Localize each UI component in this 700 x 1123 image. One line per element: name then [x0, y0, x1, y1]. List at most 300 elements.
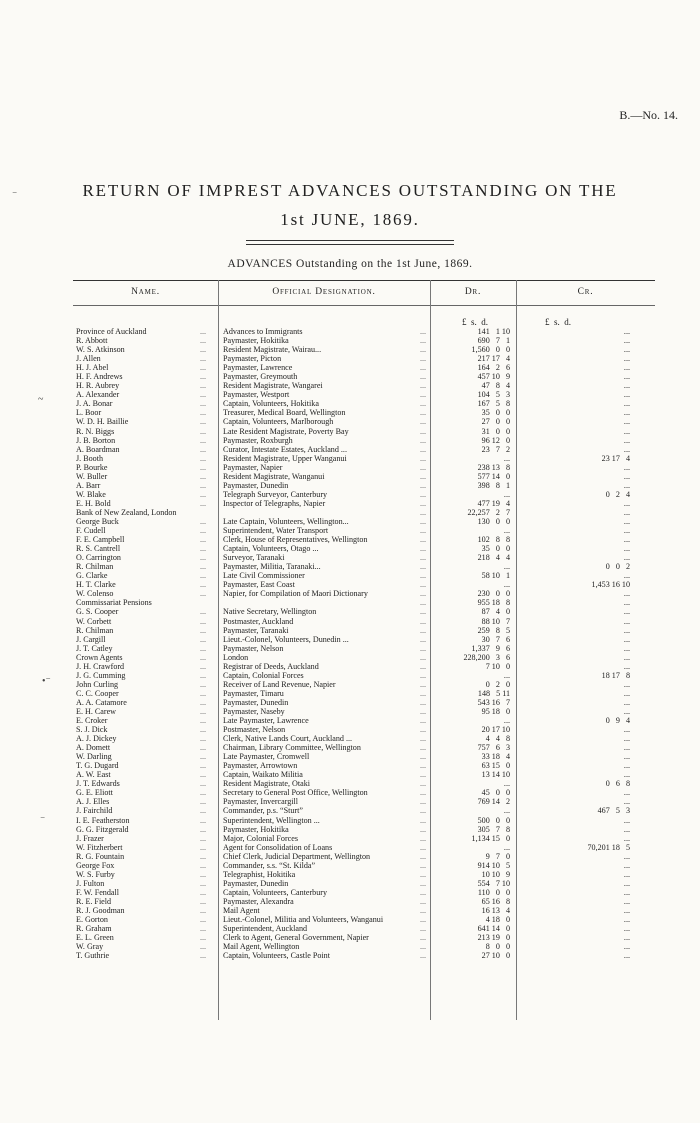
leader-dots: ... [420, 906, 427, 915]
row-designation: Resident Magistrate, Wangarei [223, 381, 323, 391]
row-dr-amount: 477 19 4 [477, 498, 510, 508]
row-dr-amount: 45 0 0 [481, 788, 510, 798]
table-row [0, 906, 700, 915]
leader-dots: ... [420, 851, 427, 861]
row-dr-amount: 164 2 6 [477, 363, 510, 373]
header-rule [73, 305, 655, 306]
table-row [0, 698, 700, 707]
leader-dots: ... [420, 408, 427, 418]
leader-dots: ... [420, 779, 427, 789]
row-designation: Commander, p.s. “Sturt” [223, 806, 303, 816]
row-cr-amount: ... [623, 589, 630, 599]
table-row [0, 924, 700, 933]
row-dr-amount: ... [503, 670, 510, 680]
row-designation: Paymaster, Naseby [223, 706, 285, 716]
leader-dots: ... [420, 399, 427, 409]
row-name: W. Darling [76, 752, 112, 762]
leader-dots: ... [420, 942, 427, 952]
leader-dots: ... [200, 815, 207, 825]
table-row [0, 915, 700, 924]
leader-dots: ... [420, 697, 427, 707]
table-row [0, 716, 700, 725]
table-row [0, 390, 700, 399]
row-name: G. Clarke [76, 571, 108, 581]
row-name: R. G. Fountain [76, 851, 125, 861]
row-designation: Surveyor, Taranaki [223, 553, 285, 563]
row-dr-amount: 218 4 4 [477, 553, 510, 563]
leader-dots: ... [420, 788, 427, 798]
row-designation: Receiver of Land Revenue, Napier [223, 679, 336, 689]
leader-dots: ... [420, 480, 427, 490]
row-dr-amount: 16 13 4 [481, 906, 510, 915]
row-designation: Agent for Consolidation of Loans [223, 842, 333, 852]
table-row [0, 381, 700, 390]
table-row [0, 580, 700, 589]
leader-dots: ... [200, 489, 207, 499]
row-dr-amount: ... [503, 806, 510, 816]
leader-dots: ... [420, 743, 427, 753]
row-cr-amount: ... [623, 752, 630, 762]
row-cr-amount: ... [623, 734, 630, 744]
table-row [0, 589, 700, 598]
row-designation: Lieut.-Colonel, Militia and Volunteers, Wanganui [223, 915, 384, 925]
row-name: G. E. Eliott [76, 788, 113, 798]
margin-mark: •⁻ [42, 676, 51, 687]
leader-dots: ... [200, 562, 207, 572]
row-dr-amount: 955 18 8 [477, 598, 510, 608]
row-cr-amount: ... [623, 625, 630, 635]
title-rule-top [246, 240, 454, 241]
table-row [0, 662, 700, 671]
row-cr-amount: ... [623, 869, 630, 879]
leader-dots: ... [200, 390, 207, 400]
row-cr-amount: 23 17 4 [601, 453, 630, 463]
leader-dots: ... [420, 752, 427, 762]
row-designation: Postmaster, Auckland [223, 616, 294, 626]
leader-dots: ... [420, 562, 427, 572]
leader-dots: ... [200, 661, 207, 671]
row-dr-amount: 554 7 10 [477, 878, 510, 888]
row-dr-amount: ... [503, 453, 510, 463]
row-designation: Captain, Volunteers, Marlborough [223, 417, 334, 427]
header-dr: Dr. [464, 287, 482, 297]
title-line-2: 1st JUNE, 1869. [280, 210, 420, 229]
table-row [0, 870, 700, 879]
row-designation: Treasurer, Medical Board, Wellington [223, 408, 346, 418]
row-designation: Paymaster, Alexandra [223, 896, 294, 906]
leader-dots: ... [420, 670, 427, 680]
row-designation: Paymaster, Greymouth [223, 372, 298, 382]
leader-dots: ... [200, 634, 207, 644]
advances-table-body [0, 327, 700, 960]
row-cr-amount: ... [623, 327, 630, 336]
leader-dots: ... [200, 878, 207, 888]
row-name: S. J. Dick [76, 725, 108, 735]
table-row [0, 933, 700, 942]
row-name: J. H. Crawford [76, 661, 125, 671]
leader-dots: ... [200, 797, 207, 807]
leader-dots: ... [420, 526, 427, 536]
row-name: H. T. Clarke [76, 580, 116, 590]
leader-dots: ... [420, 336, 427, 346]
row-name: John Curling [76, 679, 119, 689]
row-name: Commissariat Pensions [76, 598, 152, 608]
row-cr-amount: ... [623, 725, 630, 735]
row-designation: Clerk, House of Representatives, Wellington [223, 535, 368, 545]
table-subtitle: ADVANCES Outstanding on the 1st June, 1869. [227, 258, 473, 270]
row-cr-amount: 70,201 18 5 [587, 842, 630, 852]
row-dr-amount: 110 0 0 [477, 887, 510, 897]
row-cr-amount: ... [623, 336, 630, 346]
leader-dots: ... [420, 688, 427, 698]
leader-dots: ... [200, 942, 207, 952]
document-title [0, 176, 700, 234]
row-name: J. G. Cumming [76, 670, 126, 680]
row-dr-amount: 577 14 0 [477, 471, 510, 481]
leader-dots: ... [420, 471, 427, 481]
row-designation: Secretary to General Post Office, Wellington [223, 788, 368, 798]
row-name: J. Allen [76, 354, 101, 364]
leader-dots: ... [420, 363, 427, 373]
table-row [0, 562, 700, 571]
title-rule-bottom [246, 244, 454, 245]
table-row [0, 788, 700, 797]
row-dr-amount: 305 7 8 [477, 824, 510, 834]
leader-dots: ... [200, 453, 207, 463]
table-row [0, 408, 700, 417]
header-name: Name. [131, 287, 160, 297]
row-dr-amount: ... [503, 842, 510, 852]
table-row [0, 626, 700, 635]
row-dr-amount: 30 7 6 [481, 634, 510, 644]
row-name: O. Carrington [76, 553, 121, 563]
row-designation: Paymaster, Lawrence [223, 363, 293, 373]
row-dr-amount: 27 10 0 [481, 951, 510, 961]
row-name: L. Boor [76, 408, 102, 418]
row-name: A. J. Dickey [76, 734, 117, 744]
leader-dots: ... [200, 652, 207, 662]
leader-dots: ... [200, 788, 207, 798]
row-designation: Captain, Colonial Forces [223, 670, 304, 680]
table-row [0, 345, 700, 354]
leader-dots: ... [420, 345, 427, 355]
leader-dots: ... [200, 444, 207, 454]
row-cr-amount: ... [623, 444, 630, 454]
row-cr-amount: ... [623, 942, 630, 952]
leader-dots: ... [200, 480, 207, 490]
leader-dots: ... [200, 417, 207, 427]
row-designation: Resident Magistrate, Otaki [223, 779, 310, 789]
row-dr-amount: 4 4 8 [485, 734, 510, 744]
row-cr-amount: ... [623, 526, 630, 536]
row-dr-amount: 141 1 10 [477, 327, 510, 336]
table-row [0, 951, 700, 960]
leader-dots: ... [420, 589, 427, 599]
row-designation: Postmaster, Nelson [223, 725, 286, 735]
leader-dots: ... [420, 706, 427, 716]
row-name: E. H. Bold [76, 498, 111, 508]
leader-dots: ... [200, 498, 207, 508]
leader-dots: ... [420, 634, 427, 644]
row-cr-amount: ... [623, 788, 630, 798]
table-row [0, 472, 700, 481]
row-dr-amount: 1,134 15 0 [471, 833, 510, 843]
leader-dots: ... [200, 896, 207, 906]
leader-dots: ... [420, 643, 427, 653]
row-cr-amount: ... [623, 408, 630, 418]
row-name: W. D. H. Baillie [76, 417, 129, 427]
row-designation: Paymaster, East Coast [223, 580, 295, 590]
leader-dots: ... [420, 887, 427, 897]
row-cr-amount: ... [623, 860, 630, 870]
row-designation: Napier, for Compilation of Maori Dictionary [223, 589, 368, 599]
row-name: W. Fitzherbert [76, 842, 123, 852]
row-designation: Commander, s.s. “St. Kilda” [223, 860, 316, 870]
table-row [0, 427, 700, 436]
leader-dots: ... [200, 535, 207, 545]
row-cr-amount: ... [623, 507, 630, 517]
leader-dots: ... [420, 896, 427, 906]
row-name: P. Bourke [76, 462, 108, 472]
row-name: G. S. Cooper [76, 607, 119, 617]
row-dr-amount: 259 8 5 [477, 625, 510, 635]
row-dr-amount: 690 7 1 [477, 336, 510, 346]
row-dr-amount: 33 18 4 [481, 752, 510, 762]
table-row [0, 897, 700, 906]
leader-dots: ... [420, 833, 427, 843]
row-name: J. Fairchild [76, 806, 113, 816]
row-name: J. B. Borton [76, 435, 116, 445]
row-name: A. Barr [76, 480, 101, 490]
row-dr-amount: 148 5 11 [477, 688, 510, 698]
leader-dots: ... [200, 363, 207, 373]
row-designation: Paymaster, Westport [223, 390, 290, 400]
page-reference: B.—No. 14. [619, 108, 678, 122]
row-designation: Chief Clerk, Judicial Department, Wellington [223, 851, 371, 861]
row-cr-amount: ... [623, 679, 630, 689]
row-designation: Paymaster, Dunedin [223, 480, 289, 490]
row-designation: Paymaster, Napier [223, 462, 283, 472]
leader-dots: ... [420, 679, 427, 689]
table-row [0, 852, 700, 861]
row-designation: Paymaster, Nelson [223, 643, 284, 653]
row-name: R. Chilman [76, 625, 114, 635]
leader-dots: ... [420, 580, 427, 590]
table-row [0, 834, 700, 843]
table-row [0, 707, 700, 716]
table-row [0, 490, 700, 499]
row-dr-amount: 398 8 1 [477, 480, 510, 490]
leader-dots: ... [200, 734, 207, 744]
row-name: A. Boardman [76, 444, 120, 454]
row-cr-amount: ... [623, 598, 630, 608]
row-name: A. Alexander [76, 390, 120, 400]
row-name: R. Abbott [76, 336, 108, 346]
row-dr-amount: 27 0 0 [481, 417, 510, 427]
row-name: E. L. Green [76, 933, 114, 943]
row-dr-amount: 35 0 0 [481, 544, 510, 554]
leader-dots: ... [420, 860, 427, 870]
leader-dots: ... [200, 851, 207, 861]
row-name: A. Domett [76, 743, 111, 753]
row-dr-amount: 769 14 2 [477, 797, 510, 807]
row-name: T. G. Dugard [76, 761, 119, 771]
row-dr-amount: 10 10 9 [481, 869, 510, 879]
leader-dots: ... [200, 607, 207, 617]
table-row [0, 861, 700, 870]
leader-dots: ... [420, 815, 427, 825]
row-cr-amount: ... [623, 535, 630, 545]
row-designation: Paymaster, Hokitika [223, 824, 289, 834]
leader-dots: ... [200, 354, 207, 364]
row-dr-amount: ... [503, 580, 510, 590]
table-row [0, 752, 700, 761]
row-dr-amount: 500 0 0 [477, 815, 510, 825]
leader-dots: ... [420, 661, 427, 671]
table-row [0, 481, 700, 490]
row-cr-amount: ... [623, 390, 630, 400]
row-name: George Buck [76, 516, 119, 526]
row-name: A. W. East [76, 770, 111, 780]
leader-dots: ... [420, 607, 427, 617]
row-dr-amount: ... [503, 779, 510, 789]
leader-dots: ... [200, 806, 207, 816]
table-row [0, 517, 700, 526]
row-dr-amount: 228,200 3 6 [463, 652, 510, 662]
row-cr-amount: ... [623, 553, 630, 563]
row-dr-amount: 8 0 0 [485, 942, 510, 952]
table-row [0, 327, 700, 336]
leader-dots: ... [200, 824, 207, 834]
row-name: T. Guthrie [76, 951, 110, 961]
row-name: W. S. Furby [76, 869, 115, 879]
leader-dots: ... [200, 462, 207, 472]
row-cr-amount: ... [623, 417, 630, 427]
row-dr-amount: 13 14 10 [481, 770, 510, 780]
row-cr-amount: ... [623, 906, 630, 915]
table-row [0, 354, 700, 363]
dr-units: £ s. d. [462, 317, 489, 327]
leader-dots: ... [420, 327, 427, 336]
leader-dots: ... [200, 842, 207, 852]
row-designation: Late Resident Magistrate, Poverty Bay [223, 426, 349, 436]
row-dr-amount: ... [503, 489, 510, 499]
row-name: I. E. Featherston [76, 815, 130, 825]
leader-dots: ... [200, 716, 207, 726]
table-row [0, 779, 700, 788]
row-dr-amount: 65 16 8 [481, 896, 510, 906]
margin-mark: ⁻ [40, 815, 46, 826]
row-designation: Native Secretary, Wellington [223, 607, 317, 617]
leader-dots: ... [200, 643, 207, 653]
table-row [0, 553, 700, 562]
row-dr-amount: 238 13 8 [477, 462, 510, 472]
row-name: E. Gorton [76, 915, 108, 925]
row-dr-amount: 31 0 0 [481, 426, 510, 436]
row-dr-amount: 7 10 0 [485, 661, 510, 671]
leader-dots: ... [200, 833, 207, 843]
leader-dots: ... [420, 652, 427, 662]
row-cr-amount: ... [623, 824, 630, 834]
row-name: J. T. Catley [76, 643, 113, 653]
leader-dots: ... [420, 924, 427, 934]
row-dr-amount: 543 16 7 [477, 697, 510, 707]
row-cr-amount: ... [623, 743, 630, 753]
row-cr-amount: ... [623, 435, 630, 445]
row-designation: Mail Agent [223, 906, 260, 915]
row-name: R. N. Biggs [76, 426, 115, 436]
row-cr-amount: 0 0 2 [605, 562, 630, 572]
row-name: H. R. Aubrey [76, 381, 120, 391]
leader-dots: ... [420, 625, 427, 635]
table-row [0, 816, 700, 825]
row-designation: Paymaster, Hokitika [223, 336, 289, 346]
row-dr-amount: 217 17 4 [477, 354, 510, 364]
row-designation: Registrar of Deeds, Auckland [223, 661, 319, 671]
title-line-1: RETURN OF IMPREST ADVANCES OUTSTANDING ON THE [82, 181, 618, 200]
leader-dots: ... [200, 752, 207, 762]
table-row [0, 454, 700, 463]
row-cr-amount: ... [623, 516, 630, 526]
row-designation: Paymaster, Invercargill [223, 797, 299, 807]
row-cr-amount: ... [623, 706, 630, 716]
table-row [0, 571, 700, 580]
row-name: A. J. Elles [76, 797, 110, 807]
leader-dots: ... [200, 345, 207, 355]
table-row [0, 653, 700, 662]
row-designation: Late Captain, Volunteers, Wellington... [223, 516, 349, 526]
row-dr-amount: 9 7 0 [485, 851, 510, 861]
row-dr-amount: ... [503, 562, 510, 572]
row-name: Crown Agents [76, 652, 123, 662]
row-name: W. Colenso [76, 589, 114, 599]
table-row [0, 725, 700, 734]
row-cr-amount: ... [623, 887, 630, 897]
table-row [0, 336, 700, 345]
row-cr-amount: ... [623, 643, 630, 653]
leader-dots: ... [200, 580, 207, 590]
row-name: R. J. Goodman [76, 906, 125, 915]
table-row [0, 535, 700, 544]
leader-dots: ... [200, 688, 207, 698]
table-top-rule [73, 280, 655, 281]
leader-dots: ... [200, 869, 207, 879]
row-dr-amount: ... [503, 526, 510, 536]
row-designation: Late Civil Commissioner [223, 571, 305, 581]
row-cr-amount: 1,453 16 10 [591, 580, 630, 590]
row-cr-amount: ... [623, 363, 630, 373]
row-dr-amount: 87 4 0 [481, 607, 510, 617]
leader-dots: ... [200, 670, 207, 680]
leader-dots: ... [420, 951, 427, 961]
leader-dots: ... [200, 761, 207, 771]
row-dr-amount: 213 19 0 [477, 933, 510, 943]
row-name: Bank of New Zealand, London [76, 507, 177, 517]
table-row [0, 843, 700, 852]
row-cr-amount: ... [623, 815, 630, 825]
row-name: H. F. Andrews [76, 372, 123, 382]
row-name: R. S. Cantrell [76, 544, 121, 554]
table-row [0, 399, 700, 408]
table-row [0, 499, 700, 508]
row-designation: Resident Magistrate, Upper Wanganui [223, 453, 347, 463]
leader-dots: ... [420, 372, 427, 382]
row-dr-amount: 757 6 3 [477, 743, 510, 753]
row-cr-amount: ... [623, 797, 630, 807]
row-cr-amount: 18 17 8 [601, 670, 630, 680]
row-dr-amount: 35 0 0 [481, 408, 510, 418]
table-row [0, 463, 700, 472]
